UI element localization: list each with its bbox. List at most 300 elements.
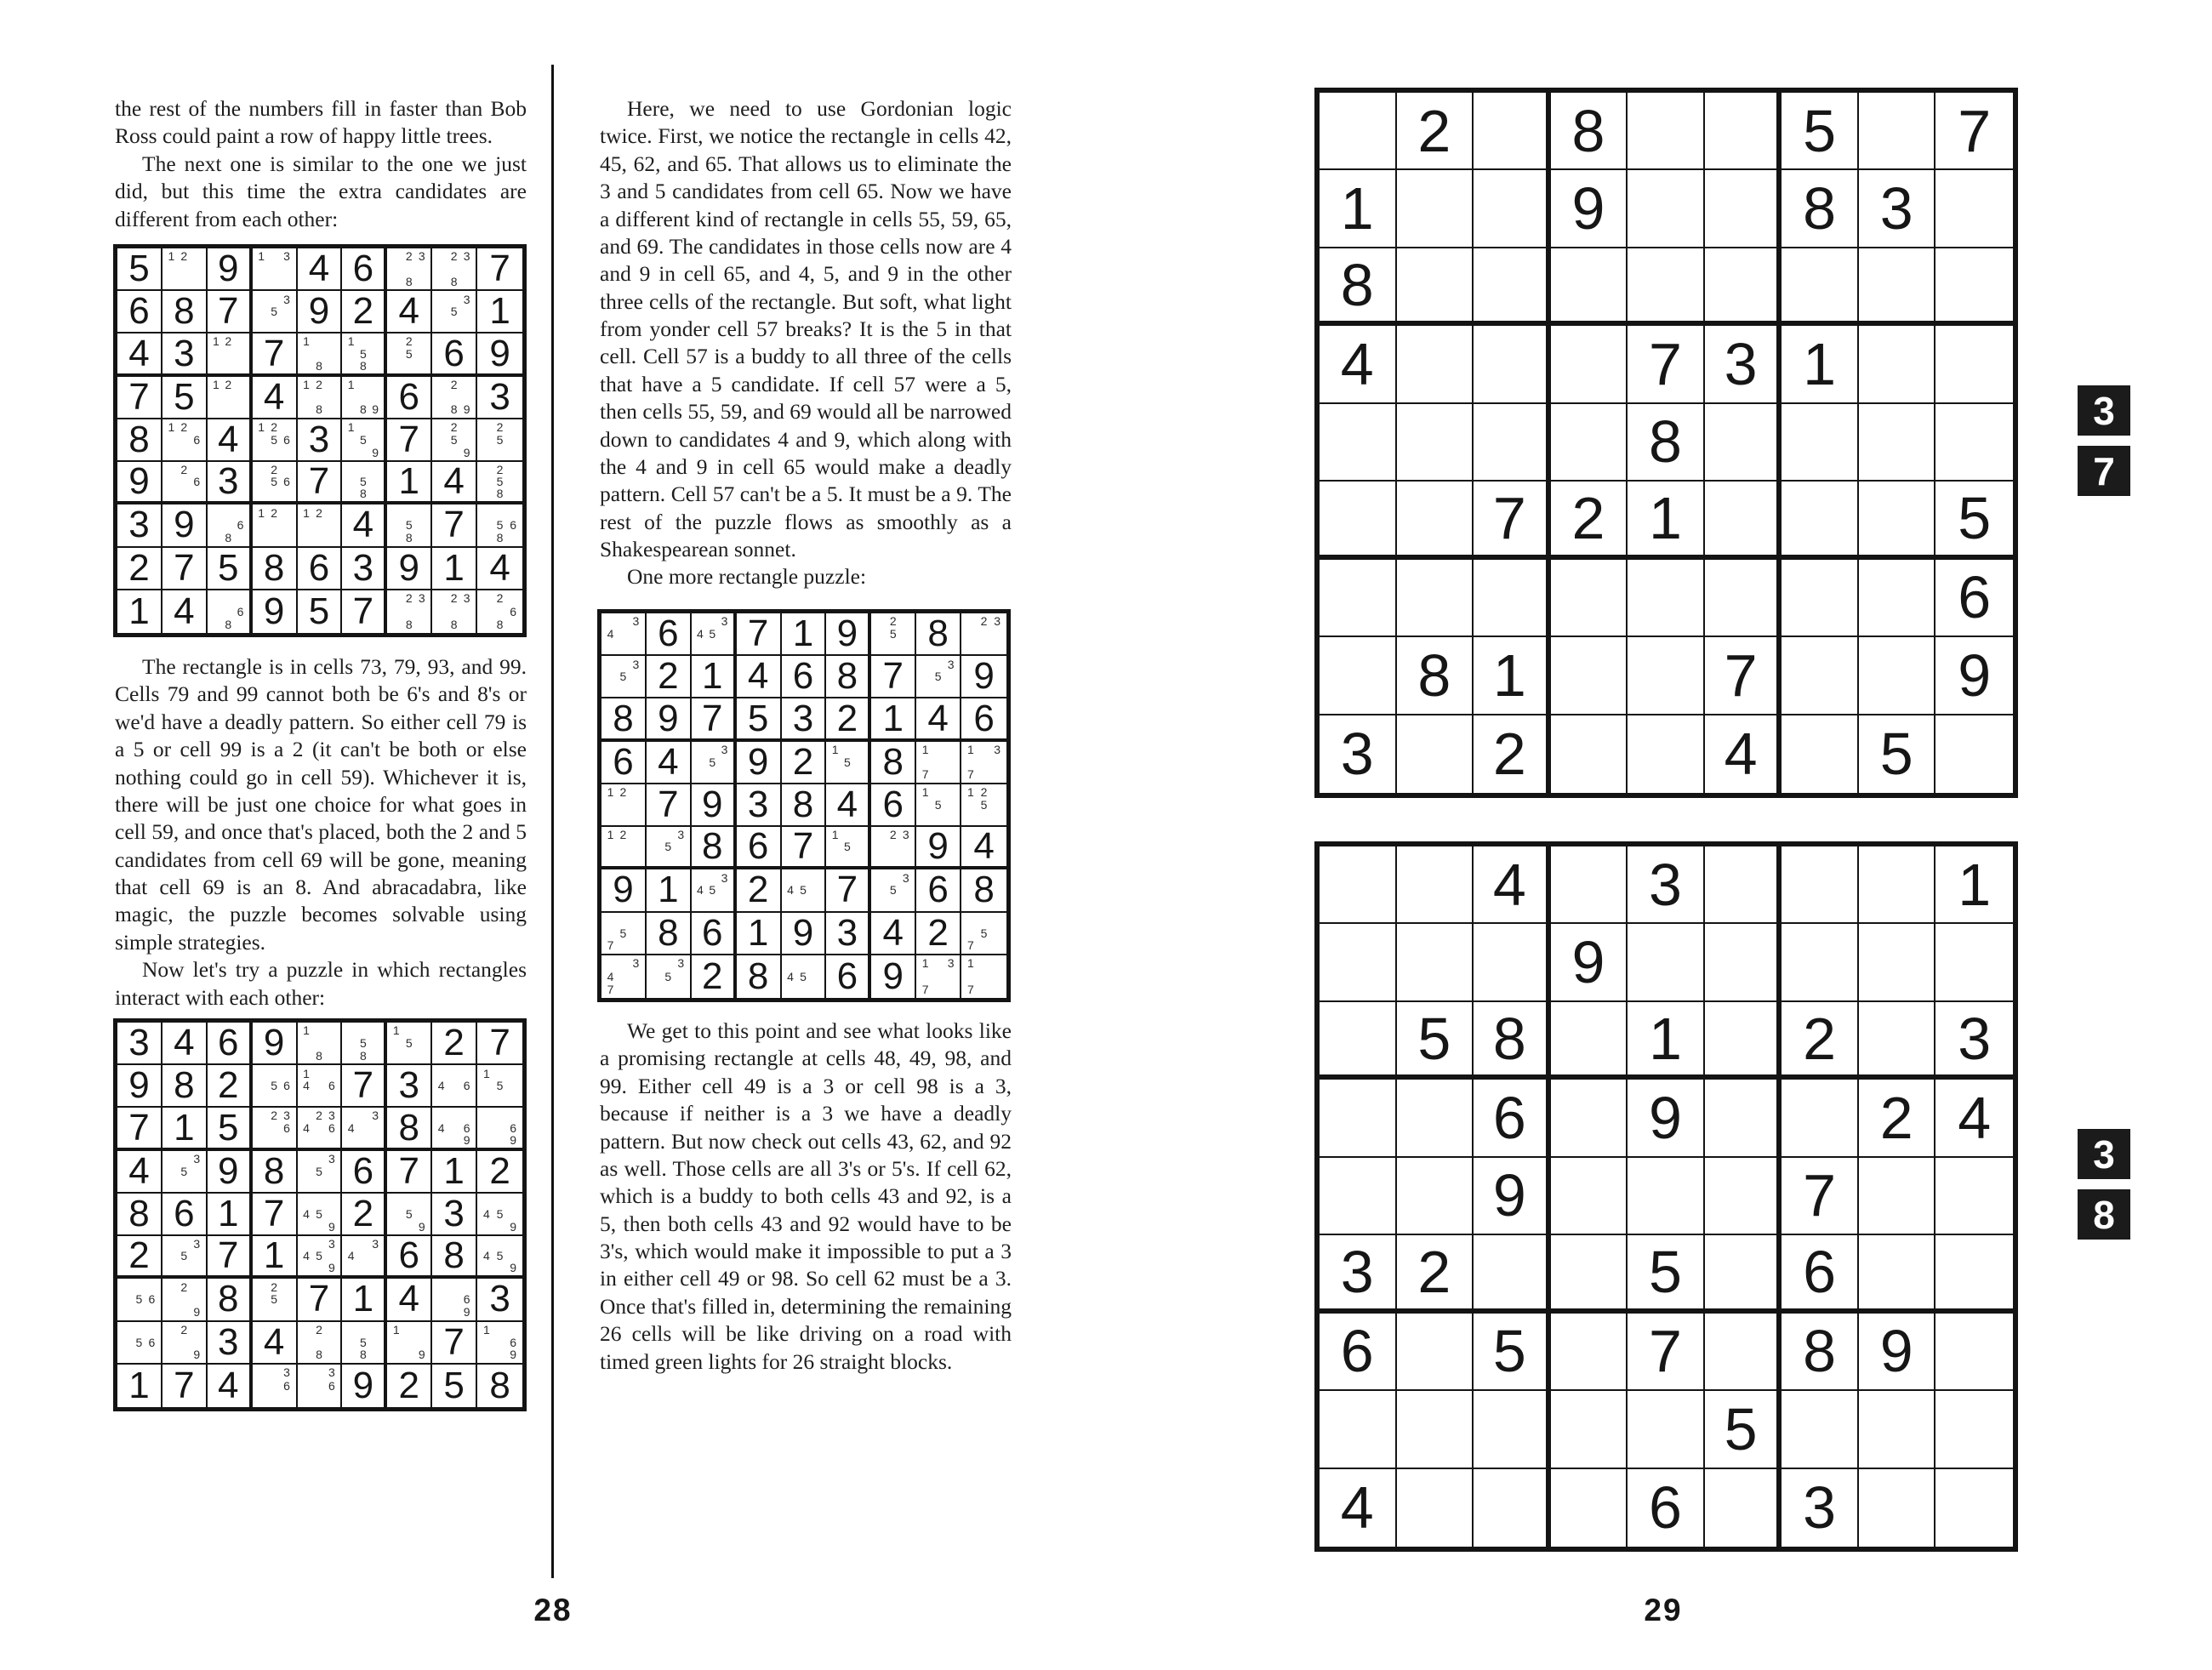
sudoku-cell bbox=[162, 333, 208, 376]
solved-digit: 7 bbox=[128, 1106, 150, 1148]
sudoku-cell bbox=[298, 291, 343, 333]
sudoku-cell bbox=[1628, 1158, 1705, 1235]
solved-digit: 7 bbox=[489, 1022, 510, 1064]
sudoku-cell bbox=[961, 656, 1006, 698]
sudoku-cell bbox=[342, 1322, 387, 1365]
solved-digit: 7 bbox=[747, 613, 769, 655]
sudoku-cell bbox=[871, 827, 916, 869]
sudoku-cell bbox=[826, 827, 871, 869]
sudoku-cell bbox=[871, 656, 916, 698]
sudoku-cell bbox=[208, 1365, 253, 1407]
sudoku-cell bbox=[1936, 715, 2013, 793]
sudoku-cell bbox=[647, 613, 692, 656]
sudoku-cell bbox=[601, 742, 647, 784]
sudoku-cell bbox=[1936, 924, 2013, 1001]
left-column-1-text-top bbox=[115, 95, 527, 233]
sudoku-cell bbox=[477, 1065, 522, 1108]
sudoku-cell bbox=[1397, 1469, 1474, 1547]
sudoku-cell bbox=[1320, 1002, 1397, 1080]
solved-digit: 9 bbox=[701, 783, 723, 825]
sudoku-cell bbox=[298, 1194, 343, 1236]
candidate-marks: 1 2 5 bbox=[967, 785, 988, 812]
candidate-marks: 1 7 bbox=[967, 956, 974, 997]
sudoku-cell bbox=[1859, 560, 1936, 637]
solved-digit: 1 bbox=[701, 655, 723, 698]
paragraph: The rectangle is in cells 73, 79, 93, and 99. Cells 79 and 99 cannot both be 6's and 8's or we'd have a deadly pattern. So either cell 79 is a 5 or cell 99 is a 2 (it can't be both or else nothing could go in cell 59). Whichever it is, there will be just one choice for what goes in cell 59, and once that's placed, both the 2 and 5 candidates from cell 69 will be gone, meaning that cell 69 is an 8. And abracadabra, like magic, the puzzle becomes solvable using simple strategies. bbox=[115, 654, 527, 955]
sudoku-cell bbox=[1859, 1235, 1936, 1313]
sudoku-cell bbox=[916, 698, 961, 741]
paragraph: The next one is similar to the one we just did, but this time the extra candidates are different from each other: bbox=[115, 151, 527, 231]
sudoku-cell bbox=[1397, 1080, 1474, 1157]
sudoku-cell bbox=[1705, 482, 1782, 559]
sudoku-cell bbox=[1859, 1469, 1936, 1547]
candidate-marks: 3 5 bbox=[664, 956, 685, 983]
sudoku-cell bbox=[1551, 1158, 1628, 1235]
given-digit: 1 bbox=[1958, 851, 1992, 918]
sudoku-cell bbox=[342, 1236, 387, 1279]
sudoku-cell bbox=[162, 248, 208, 291]
solved-digit: 8 bbox=[882, 740, 904, 783]
sudoku-cell bbox=[1628, 846, 1705, 924]
solved-digit: 7 bbox=[217, 1234, 239, 1277]
solved-digit: 8 bbox=[217, 1278, 239, 1320]
sudoku-cell bbox=[826, 913, 871, 955]
solved-digit: 6 bbox=[352, 1149, 374, 1192]
solved-digit: 3 bbox=[217, 1320, 239, 1363]
sudoku-cell bbox=[1474, 1391, 1551, 1468]
given-digit: 8 bbox=[1417, 641, 1451, 709]
sudoku-cell bbox=[162, 1151, 208, 1194]
candidate-marks: 5 8 bbox=[359, 1335, 367, 1362]
sudoku-cell bbox=[1859, 326, 1936, 403]
sudoku-cell bbox=[1936, 1080, 2013, 1157]
sudoku-cell bbox=[432, 1236, 477, 1279]
candidate-marks: 3 5 bbox=[889, 870, 909, 898]
sudoku-cell bbox=[1628, 1314, 1705, 1391]
sudoku-cell bbox=[208, 1236, 253, 1279]
sudoku-cell bbox=[432, 1108, 477, 1150]
sudoku-cell bbox=[432, 248, 477, 291]
sudoku-cell bbox=[477, 377, 522, 419]
sudoku-cell bbox=[253, 504, 298, 547]
candidate-marks: 5 8 bbox=[405, 518, 413, 545]
solved-digit: 9 bbox=[128, 460, 150, 503]
sudoku-cell bbox=[1474, 1314, 1551, 1391]
paragraph: One more rectangle puzzle: bbox=[627, 564, 867, 590]
sudoku-cell bbox=[871, 784, 916, 827]
solved-digit: 2 bbox=[352, 290, 374, 333]
sudoku-cell bbox=[1397, 846, 1474, 924]
candidate-marks: 5 6 8 bbox=[496, 518, 517, 545]
sudoku-cell bbox=[601, 656, 647, 698]
sudoku-cell bbox=[342, 462, 387, 504]
sudoku-cell bbox=[1474, 924, 1551, 1001]
candidate-marks: 3 4 bbox=[347, 1109, 379, 1135]
sudoku-cell bbox=[1551, 1235, 1628, 1313]
sudoku-cell bbox=[253, 1065, 298, 1108]
given-digit: 7 bbox=[1492, 484, 1526, 551]
given-digit: 8 bbox=[1803, 1318, 1837, 1385]
sudoku-cell bbox=[961, 613, 1006, 656]
solved-digit: 7 bbox=[792, 825, 814, 868]
candidate-marks: 3 5 bbox=[709, 743, 728, 769]
solved-digit: 2 bbox=[352, 1192, 374, 1234]
sudoku-cell bbox=[477, 333, 522, 376]
sudoku-cell bbox=[647, 656, 692, 698]
candidate-marks: 2 3 8 bbox=[450, 249, 470, 288]
given-digit: 9 bbox=[1879, 1318, 1913, 1385]
sudoku-cell bbox=[1782, 1469, 1859, 1547]
solved-digit: 4 bbox=[973, 825, 995, 868]
sudoku-cell bbox=[826, 784, 871, 827]
sudoku-cell bbox=[117, 1023, 162, 1065]
given-digit: 3 bbox=[1958, 1005, 1992, 1072]
sudoku-cell bbox=[1397, 1235, 1474, 1313]
candidate-marks: 2 3 8 bbox=[405, 249, 425, 288]
sudoku-cell bbox=[1859, 1391, 1936, 1468]
solved-digit: 6 bbox=[398, 1234, 420, 1277]
sudoku-cell bbox=[737, 656, 782, 698]
candidate-marks: 5 6 bbox=[271, 1079, 290, 1093]
sudoku-cell bbox=[1551, 482, 1628, 559]
solved-digit: 4 bbox=[308, 248, 330, 290]
sudoku-cell bbox=[298, 1108, 343, 1150]
sudoku-cell bbox=[1782, 924, 1859, 1001]
sudoku-cell bbox=[1859, 1158, 1936, 1235]
candidate-marks: 2 6 bbox=[180, 463, 201, 489]
candidate-marks: 3 4 7 bbox=[607, 956, 640, 997]
solved-digit: 2 bbox=[747, 869, 769, 911]
solved-digit: 6 bbox=[658, 613, 679, 655]
sudoku-cell bbox=[1936, 1469, 2013, 1547]
sudoku-cell bbox=[1474, 846, 1551, 924]
sudoku-cell bbox=[432, 1151, 477, 1194]
given-digit: 1 bbox=[1340, 175, 1374, 242]
sudoku-cell bbox=[477, 504, 522, 547]
sudoku-cell bbox=[1705, 1235, 1782, 1313]
candidate-marks: 2 3 bbox=[980, 614, 1001, 629]
sudoku-cell bbox=[162, 590, 208, 633]
given-digit: 2 bbox=[1492, 721, 1526, 788]
sudoku-cell bbox=[1474, 170, 1551, 248]
sudoku-cell bbox=[162, 291, 208, 333]
sudoku-cell bbox=[1397, 248, 1474, 326]
given-digit: 1 bbox=[1492, 641, 1526, 709]
sudoku-cell bbox=[387, 1023, 432, 1065]
solved-digit: 4 bbox=[352, 504, 374, 546]
sudoku-cell bbox=[1320, 637, 1397, 715]
sudoku-cell bbox=[1782, 93, 1859, 170]
solved-digit: 4 bbox=[747, 655, 769, 698]
sudoku-cell bbox=[1782, 1080, 1859, 1157]
sudoku-cell bbox=[432, 590, 477, 633]
solved-digit: 9 bbox=[927, 825, 949, 868]
solved-digit: 4 bbox=[217, 418, 239, 460]
sudoku-cell bbox=[1320, 846, 1397, 924]
solved-digit: 8 bbox=[443, 1234, 465, 1277]
candidate-marks: 6 8 bbox=[225, 518, 244, 545]
solved-digit: 1 bbox=[263, 1234, 285, 1277]
sudoku-cell bbox=[1397, 326, 1474, 403]
sudoku-cell bbox=[1705, 1158, 1782, 1235]
solved-digit: 8 bbox=[398, 1106, 420, 1148]
candidate-marks: 2 5 8 bbox=[496, 463, 504, 501]
sudoku-cell bbox=[387, 1365, 432, 1407]
solved-digit: 5 bbox=[128, 248, 150, 290]
sudoku-cell bbox=[432, 1279, 477, 1321]
sudoku-cell bbox=[1474, 326, 1551, 403]
sudoku-cell bbox=[162, 1322, 208, 1365]
given-digit: 7 bbox=[1803, 1162, 1837, 1229]
solved-digit: 6 bbox=[701, 911, 723, 954]
sudoku-cell bbox=[826, 955, 871, 998]
sudoku-cell bbox=[117, 1108, 162, 1150]
solved-digit: 7 bbox=[443, 1320, 465, 1363]
sudoku-cell bbox=[692, 827, 737, 869]
sudoku-cell bbox=[432, 1194, 477, 1236]
candidate-marks: 1 8 bbox=[303, 1023, 322, 1063]
sudoku-cell bbox=[1551, 637, 1628, 715]
sudoku-cell bbox=[298, 1322, 343, 1365]
sudoku-cell bbox=[1397, 1314, 1474, 1391]
solved-digit: 3 bbox=[836, 911, 858, 954]
sudoku-cell bbox=[162, 377, 208, 419]
solved-digit: 9 bbox=[263, 590, 285, 632]
sudoku-cell bbox=[1551, 170, 1628, 248]
solved-digit: 7 bbox=[489, 248, 510, 290]
sudoku-cell bbox=[1705, 560, 1782, 637]
candidate-marks: 5 7 bbox=[967, 926, 988, 953]
given-digit: 5 bbox=[1492, 1318, 1526, 1385]
sudoku-cell bbox=[1782, 1391, 1859, 1468]
solved-digit: 9 bbox=[973, 655, 995, 698]
candidate-marks: 1 2 bbox=[168, 249, 188, 264]
sudoku-cell bbox=[298, 548, 343, 590]
candidate-marks: 3 4 5 bbox=[697, 614, 728, 641]
sudoku-cell bbox=[208, 248, 253, 291]
solved-digit: 8 bbox=[174, 290, 195, 333]
sudoku-cell bbox=[1474, 1002, 1551, 1080]
sudoku-cell bbox=[961, 742, 1006, 784]
sudoku-cell bbox=[1628, 1469, 1705, 1547]
candidate-marks: 2 8 9 bbox=[450, 378, 470, 417]
solved-digit: 6 bbox=[217, 1022, 239, 1064]
sudoku-cell bbox=[1320, 170, 1397, 248]
solved-digit: 9 bbox=[352, 1364, 374, 1406]
solved-digit: 6 bbox=[613, 740, 634, 783]
sudoku-cell bbox=[298, 504, 343, 547]
sudoku-cell bbox=[1474, 248, 1551, 326]
solved-digit: 4 bbox=[658, 740, 679, 783]
sudoku-cell bbox=[208, 1194, 253, 1236]
solved-digit: 7 bbox=[398, 418, 420, 460]
sudoku-cell bbox=[826, 698, 871, 741]
sudoku-cell bbox=[1705, 404, 1782, 482]
sudoku-cell bbox=[1628, 404, 1705, 482]
solved-digit: 9 bbox=[792, 911, 814, 954]
sudoku-cell bbox=[1859, 1002, 1936, 1080]
candidate-marks: 5 6 bbox=[135, 1335, 156, 1349]
sudoku-cell bbox=[647, 698, 692, 741]
solved-digit: 4 bbox=[489, 546, 510, 589]
solved-digit: 9 bbox=[398, 546, 420, 589]
sudoku-cell bbox=[1936, 404, 2013, 482]
solved-digit: 1 bbox=[747, 911, 769, 954]
solved-digit: 9 bbox=[658, 697, 679, 739]
sudoku-cell bbox=[1859, 170, 1936, 248]
sudoku-cell bbox=[1320, 326, 1397, 403]
candidate-marks: 6 9 bbox=[463, 1292, 470, 1319]
given-digit: 8 bbox=[1649, 408, 1682, 476]
solved-digit: 2 bbox=[128, 546, 150, 589]
sudoku-cell bbox=[387, 419, 432, 462]
sudoku-cell bbox=[1628, 93, 1705, 170]
solved-digit: 2 bbox=[443, 1022, 465, 1064]
solved-digit: 3 bbox=[489, 1278, 510, 1320]
example-sudoku-grid-3 bbox=[597, 609, 1011, 1002]
solved-digit: 3 bbox=[217, 460, 239, 503]
candidate-marks: 4 5 bbox=[787, 969, 807, 983]
solved-digit: 7 bbox=[263, 332, 285, 374]
sudoku-cell bbox=[782, 827, 827, 869]
sudoku-cell bbox=[692, 955, 737, 998]
solved-digit: 8 bbox=[747, 955, 769, 997]
solved-digit: 1 bbox=[658, 869, 679, 911]
sudoku-cell bbox=[342, 1194, 387, 1236]
given-digit: 1 bbox=[1649, 1005, 1682, 1072]
sudoku-cell bbox=[117, 1151, 162, 1194]
sudoku-cell bbox=[647, 869, 692, 912]
sudoku-cell bbox=[387, 462, 432, 504]
candidate-marks: 3 4 5 9 bbox=[303, 1237, 335, 1275]
solved-digit: 1 bbox=[882, 697, 904, 739]
sudoku-cell bbox=[208, 333, 253, 376]
sudoku-cell bbox=[1551, 248, 1628, 326]
solved-digit: 1 bbox=[174, 1106, 195, 1148]
solved-digit: 8 bbox=[489, 1364, 510, 1406]
solved-digit: 7 bbox=[174, 1364, 195, 1406]
candidate-marks: 2 3 bbox=[889, 828, 909, 842]
sudoku-cell bbox=[1782, 1158, 1859, 1235]
candidate-marks: 2 3 6 bbox=[271, 1109, 290, 1135]
sudoku-cell bbox=[208, 377, 253, 419]
sudoku-cell bbox=[117, 248, 162, 291]
solved-digit: 8 bbox=[613, 697, 634, 739]
sudoku-cell bbox=[387, 333, 432, 376]
candidate-marks: 2 9 bbox=[180, 1280, 201, 1319]
given-digit: 7 bbox=[1649, 1318, 1682, 1385]
sudoku-cell bbox=[253, 1279, 298, 1321]
sudoku-cell bbox=[253, 1023, 298, 1065]
sudoku-cell bbox=[477, 1236, 522, 1279]
sudoku-cell bbox=[117, 548, 162, 590]
sudoku-cell bbox=[342, 333, 387, 376]
sudoku-cell bbox=[961, 869, 1006, 912]
given-digit: 1 bbox=[1803, 331, 1837, 398]
sudoku-cell bbox=[1551, 404, 1628, 482]
solved-digit: 8 bbox=[263, 546, 285, 589]
sudoku-cell bbox=[253, 1151, 298, 1194]
given-digit: 9 bbox=[1571, 929, 1605, 996]
given-digit: 9 bbox=[1649, 1085, 1682, 1152]
sudoku-cell bbox=[871, 613, 916, 656]
sudoku-cell bbox=[208, 1065, 253, 1108]
sudoku-cell bbox=[1320, 482, 1397, 559]
given-digit: 7 bbox=[1958, 97, 1992, 164]
sudoku-cell bbox=[342, 419, 387, 462]
puzzle-37-badge-digit-1: 3 bbox=[2078, 385, 2130, 436]
sudoku-cell bbox=[601, 869, 647, 912]
given-digit: 6 bbox=[1803, 1238, 1837, 1305]
sudoku-cell bbox=[477, 1279, 522, 1321]
solved-digit: 4 bbox=[128, 1149, 150, 1192]
given-digit: 2 bbox=[1417, 1238, 1451, 1305]
sudoku-cell bbox=[1551, 326, 1628, 403]
sudoku-cell bbox=[782, 698, 827, 741]
solved-digit: 6 bbox=[308, 546, 330, 589]
sudoku-cell bbox=[298, 333, 343, 376]
sudoku-cell bbox=[1936, 846, 2013, 924]
solved-digit: 4 bbox=[882, 911, 904, 954]
candidate-marks: 2 3 8 bbox=[450, 591, 470, 632]
sudoku-cell bbox=[1936, 1158, 2013, 1235]
candidate-marks: 2 5 bbox=[405, 334, 413, 361]
sudoku-cell bbox=[208, 504, 253, 547]
sudoku-cell bbox=[298, 1151, 343, 1194]
sudoku-cell bbox=[782, 784, 827, 827]
sudoku-cell bbox=[1474, 482, 1551, 559]
sudoku-cell bbox=[737, 827, 782, 869]
solved-digit: 4 bbox=[217, 1364, 239, 1406]
solved-digit: 9 bbox=[308, 290, 330, 333]
solved-digit: 5 bbox=[217, 1106, 239, 1148]
sudoku-cell bbox=[477, 1108, 522, 1150]
solved-digit: 7 bbox=[836, 869, 858, 911]
sudoku-cell bbox=[298, 1023, 343, 1065]
sudoku-cell bbox=[253, 291, 298, 333]
sudoku-cell bbox=[253, 419, 298, 462]
sudoku-cell bbox=[387, 548, 432, 590]
sudoku-cell bbox=[117, 1236, 162, 1279]
sudoku-cell bbox=[601, 698, 647, 741]
solved-digit: 4 bbox=[174, 1022, 195, 1064]
solved-digit: 3 bbox=[128, 504, 150, 546]
solved-digit: 8 bbox=[128, 1192, 150, 1234]
sudoku-cell bbox=[1782, 1235, 1859, 1313]
sudoku-cell bbox=[961, 698, 1006, 741]
sudoku-cell bbox=[387, 1322, 432, 1365]
sudoku-cell bbox=[1936, 170, 2013, 248]
sudoku-cell bbox=[162, 462, 208, 504]
sudoku-cell bbox=[1320, 1158, 1397, 1235]
sudoku-cell bbox=[387, 1108, 432, 1150]
left-column-1-text-middle bbox=[115, 653, 527, 1012]
solved-digit: 2 bbox=[128, 1234, 150, 1277]
sudoku-cell bbox=[1551, 1391, 1628, 1468]
sudoku-cell bbox=[117, 462, 162, 504]
sudoku-cell bbox=[432, 1065, 477, 1108]
sudoku-cell bbox=[737, 698, 782, 741]
sudoku-cell bbox=[162, 504, 208, 547]
sudoku-cell bbox=[1936, 326, 2013, 403]
given-digit: 7 bbox=[1649, 331, 1682, 398]
sudoku-cell bbox=[342, 291, 387, 333]
solved-digit: 3 bbox=[398, 1064, 420, 1107]
sudoku-cell bbox=[387, 1279, 432, 1321]
solved-digit: 4 bbox=[398, 290, 420, 333]
given-digit: 4 bbox=[1340, 331, 1374, 398]
sudoku-cell bbox=[1936, 1391, 2013, 1468]
